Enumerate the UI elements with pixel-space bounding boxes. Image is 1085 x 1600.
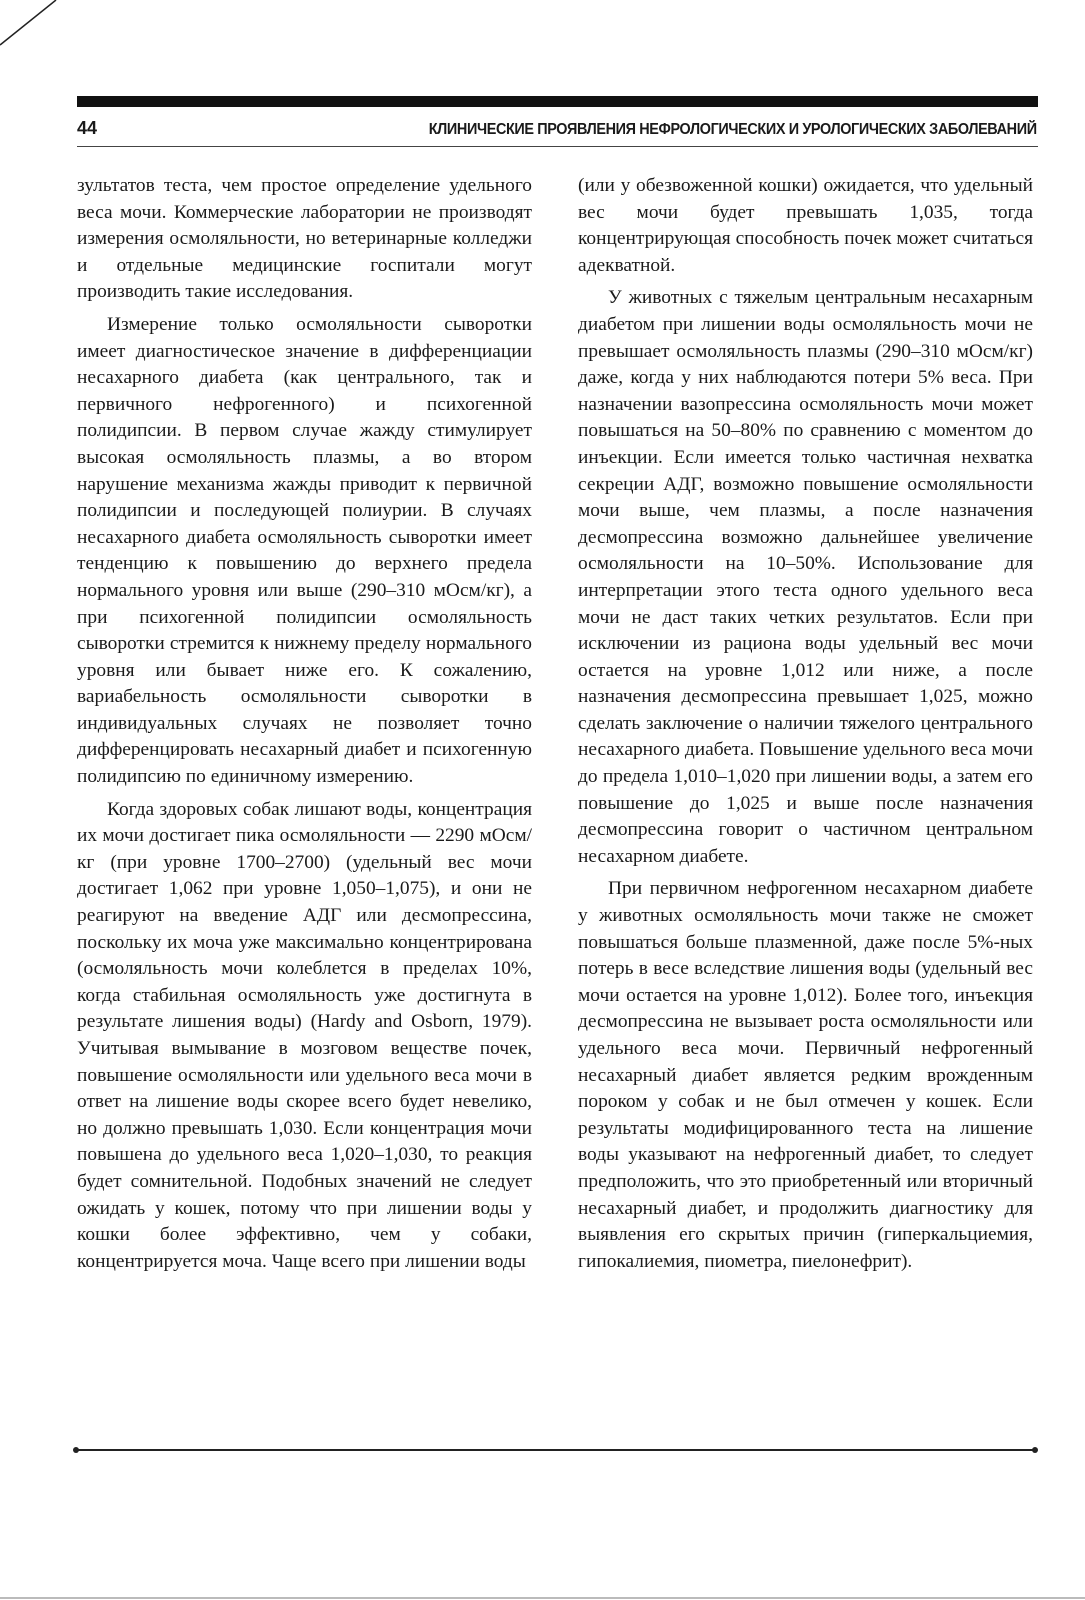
right-column xyxy=(578,173,1033,1281)
right-paragraph-2: У животных с тяжелым центральным несахарным диабетом при лишении воды осмоляльность мочи не превышает осмоляльность плазмы (290–310 мОсм/кг) даже, когда у них наблюдаются потери 5% веса. При назначении вазопрессина осмоляльность мочи может повышаться на 50–80% по сравнению с моментом до инъекции. Если имеется только частичная нехватка секреции АДГ, возможно повышение осмоляльности мочи выше, чем плазмы, а после назначения десмопрессина возможно дальнейшее увеличение осмоляльности на 10–50%. Использование для интерпретации этого теста одного удельного веса мочи не даст таких четких результатов. Если при исключении из рациона воды удельный вес мочи остается на уровне 1,012 или ниже, а после назначения десмопрессина превышает 1,025, можно сделать заключение о наличии тяжелого центрального несахарного диабета. Повышение удельного веса мочи до предела 1,010–1,020 при лишении воды, а затем его повышение до 1,025 и выше после назначения десмопрессина говорит о частичном центральном несахарном диабете. xyxy=(578,287,1033,867)
left-paragraph-3: Когда здоровых собак лишают воды, концентрация их мочи достигает пика осмоляльности — 2290 мОсм/кг (при уровне 1700–2700) (удельный вес мочи достигает 1,062 при уровне 1,050–1,075), и они не реагируют на введение АДГ или десмопрессина, поскольку их моча уже максимально концентрирована (осмоляльность мочи колеблется в пределах 10%, когда стабильная осмоляльность уже достигнута в результате лишения воды) (Hardy and Osborn, 1979). Учитывая вымывание в мозговом веществе почек, повышение осмоляльности или удельного веса мочи в ответ на лишение воды скорее всего будет невелико, но должно превышать 1,030. Если концентрация мочи повышена до удельного веса 1,020–1,030, то реакция будет сомнительной. Подобных значений не следует ожидать у кошек, потому что при лишении воды у кошки более эффективно, чем у собаки, концентрируется моча. Чаще всего при лишении воды xyxy=(77,798,532,1272)
right-paragraph-1: (или у обезвоженной кошки) ожидается, что удельный вес мочи будет превышать 1,035, тогда концентрирующая способность почек может считаться адекватной. xyxy=(578,175,1033,276)
right-paragraph-3: При первичном нефрогенном несахарном диабете у животных осмоляльность мочи также не сможет повышаться больше плазменной, даже после 5%-ных потерь в весе вследствие лишения воды (удельный вес мочи остается на уровне 1,012). Более того, инъекция десмопрессина не вызывает роста осмоляльности или удельного веса мочи. Первичный нефрогенный несахарный диабет является редким врожденным пороком у собак и не был отмечен у кошек. Если результаты модифицированного теста на лишение воды указывают на нефрогенный диабет, то следует предположить, что это приобретенный или вторичный несахарный диабет, и продолжить диагностику для выявления его скрытых причин (гиперкальциемия, гипокалиемия, пиометра, пиелонефрит). xyxy=(578,878,1033,1272)
left-paragraph-2: Измерение только осмоляльности сыворотки имеет диагностическое значение в дифференциации несахарного диабета (как центрального, так и первичного нефрогенного) и психогенной полидипсии. В первом случае жажду стимулирует высокая осмоляльность плазмы, а во втором нарушение механизма жажды приводит к первичной полидипсии и последующей полиурии. В случаях несахарного диабета осмоляльность сыворотки имеет тенденцию к повышению до верхнего предела нормального уровня или выше (290–310 мОсм/кг), а при психогенной полидипсии осмоляльность сыворотки стремится к нижнему пределу нормального уровня или бывает ниже его. К сожалению, вариабельность осмоляльности сыворотки в индивидуальных случаях не позволяет точно дифференцировать несахарный диабет и психогенную полидипсию по единичному измерению. xyxy=(77,313,532,788)
footer-rule xyxy=(77,1449,1036,1451)
page-bottom-edge xyxy=(0,1597,1085,1599)
running-title: КЛИНИЧЕСКИЕ ПРОЯВЛЕНИЯ НЕФРОЛОГИЧЕСКИХ И УРОЛОГИЧЕСКИХ ЗАБОЛЕВАНИЙ xyxy=(429,121,1037,138)
corner-crop-line xyxy=(0,0,70,60)
header-thin-rule xyxy=(77,146,1038,147)
footer-rule-left-dot xyxy=(73,1447,79,1453)
page-number: 44 xyxy=(77,118,98,138)
left-paragraph-1: зультатов теста, чем простое определение удельного веса мочи. Коммерческие лаборатории не производят измерения осмоляльности, но ветеринарные колледжи и отдельные медицинские госпитали могут производить такие исследования. xyxy=(77,175,532,303)
header-thick-rule xyxy=(77,96,1038,107)
left-column xyxy=(77,173,532,1281)
footer-rule-right-dot xyxy=(1032,1447,1038,1453)
